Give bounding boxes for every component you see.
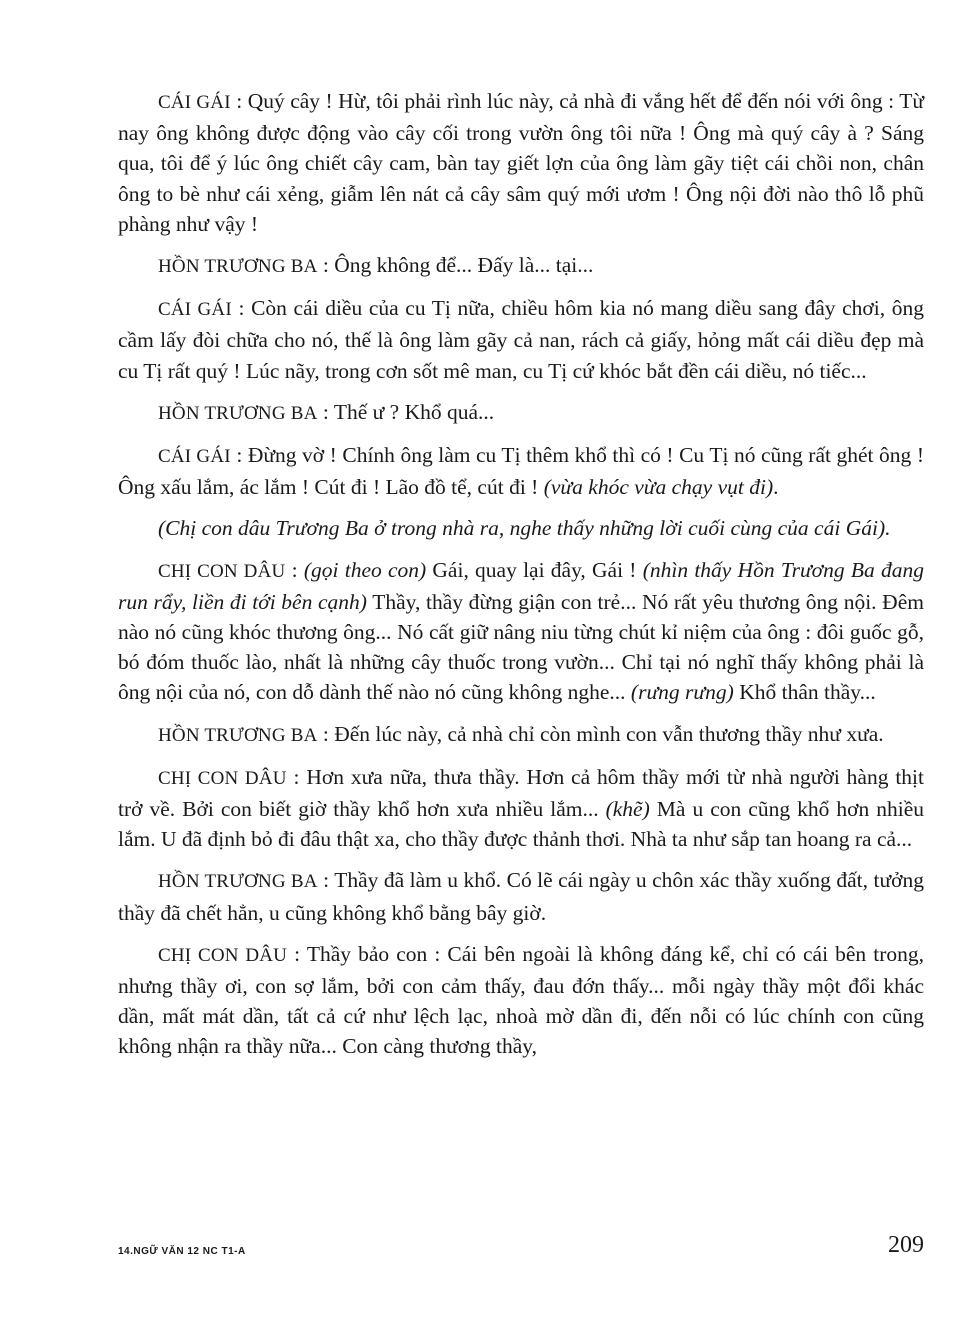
dialogue-paragraph-9 xyxy=(118,762,924,855)
dialogue-paragraph-1 xyxy=(118,86,924,239)
stage-direction: (vừa khóc vừa chạy vụt đi) xyxy=(543,475,774,500)
dialogue-paragraph-4 xyxy=(118,397,924,429)
dialogue-paragraph-2 xyxy=(118,250,924,282)
dialogue-paragraph-10 xyxy=(118,865,924,927)
dialogue-paragraph-8 xyxy=(118,719,924,751)
dialogue-text: : Thầy đã làm u khổ. Có lẽ cái ngày u chôn xác thầy xuống đất, tưởng thầy đã chết hẳn, u cũng không khổ bằng bây giờ. xyxy=(118,868,924,925)
stage-direction: (rưng rưng) xyxy=(630,680,734,705)
speaker-name: CÁI GÁI xyxy=(158,446,231,468)
speaker-name: CÁI GÁI xyxy=(158,92,231,113)
speaker-name: CHỊ CON DÂU xyxy=(158,944,288,966)
speaker-name: HỒN TRƯƠNG BA xyxy=(158,256,318,278)
dialogue-text: : Đến lúc này, cả nhà chỉ còn mình con vẫn thương thầy như xưa. xyxy=(317,721,884,746)
dialogue-text: . xyxy=(773,475,779,500)
speaker-name: CÁI GÁI xyxy=(158,299,232,321)
footer-book-label: 14.NGỮ VĂN 12 NC T1-A xyxy=(118,1246,246,1257)
page-body xyxy=(118,86,924,1073)
speaker-name: CHỊ CON DÂU xyxy=(158,560,286,582)
stage-direction: (gọi theo con) xyxy=(303,557,427,582)
dialogue-text: : Đừng vờ ! Chính ông làm cu Tị thêm khổ thì có ! Cu Tị nó cũng rất ghét ông ! Ông xấu lắm, ác lắm ! Cút đi ! Lão đồ tể, cút đi ! xyxy=(118,443,924,500)
stage-direction: (nhìn thấy Hồn Trương Ba đang run rẩy, liền đi tới bên cạnh) xyxy=(118,557,924,614)
dialogue-text: : Ông không để... Đấy là... tại... xyxy=(317,253,594,278)
dialogue-text: : Hơn xưa nữa, thưa thầy. Hơn cả hôm thầy mới từ nhà người hàng thịt trở về. Bởi con biết giờ thầy khổ hơn xưa nhiều lắm... xyxy=(118,764,924,822)
dialogue-paragraph-3 xyxy=(118,293,924,386)
dialogue-text: : xyxy=(285,557,304,582)
stage-direction-paragraph xyxy=(118,513,924,543)
speaker-name: HỒN TRƯƠNG BA xyxy=(158,402,318,424)
dialogue-text: Thầy, thầy đừng giận con trẻ... Nó rất yêu thương ông nội. Đêm nào nó cũng khóc thương ông... Nó cất giữ nâng niu từng chút kỉ niệm của ông : đôi guốc gỗ, bó đóm thuốc lào, nhất là những cây thuốc trong vườn... Chỉ tại nó nghĩ thấy không phải là ông nội của nó, con dỗ dành thế nào nó cũng không nghe... xyxy=(118,589,924,705)
dialogue-text: : Thế ư ? Khổ quá... xyxy=(317,399,495,424)
dialogue-text: Gái, quay lại đây, Gái ! xyxy=(426,557,643,582)
dialogue-text: : Quý cây ! Hừ, tôi phải rình lúc này, cả nhà đi vắng hết để đến nói với ông : Từ nay ông không được động vào cây cối trong vườn ông tôi nữa ! Ông mà quý cây à ? Sáng qua, tôi để ý lúc ông chiết cây cam, bàn tay giết lợn của ông làm gãy tiệt cái chồi non, chân ông to bè như cái xẻng, giẫm lên nát cả cây sâm quý mới ươm ! Ông nội đời nào thô lỗ phũ phàng như vậy ! xyxy=(118,89,924,236)
speaker-name: HỒN TRƯƠNG BA xyxy=(158,724,318,746)
dialogue-text: : Còn cái diều của cu Tị nữa, chiều hôm kia nó mang diều sang đây chơi, ông cầm lấy đòi chữa cho nó, thế là ông làm gãy cả nan, rách cả giấy, hỏng mất cái diều đẹp mà cu Tị rất quý ! Lúc nãy, trong cơn sốt mê man, cu Tị cứ khóc bắt đền cái diều, nó tiếc... xyxy=(118,296,924,383)
stage-direction: (khẽ) xyxy=(605,797,650,822)
dialogue-paragraph-7 xyxy=(118,555,924,708)
stage-direction-text: (Chị con dâu Trương Ba ở trong nhà ra, nghe thấy những lời cuối cùng của cái Gái). xyxy=(158,516,891,541)
speaker-name: HỒN TRƯƠNG BA xyxy=(158,871,318,893)
dialogue-text: : Thầy bảo con : Cái bên ngoài là không đáng kể, chỉ có cái bên trong, nhưng thầy ơi, con sợ lắm, bởi con cảm thấy, đau đớn thấy... mỗi ngày thầy một đổi khác dần, mất mát dần, tất cả cứ như lệch lạc, nhoà mờ dần đi, đến nỗi có lúc chính con cũng không nhận ra thầy nữa... Con càng thương thầy, xyxy=(118,941,924,1059)
dialogue-text: Mà u con cũng khổ hơn nhiều lắm. U đã định bỏ đi đâu thật xa, cho thầy được thảnh thơi. Nhà ta như sắp tan hoang ra cả... xyxy=(118,797,924,852)
page-number: 209 xyxy=(888,1232,924,1258)
dialogue-text: Khổ thân thầy... xyxy=(733,680,876,705)
speaker-name: CHỊ CON DÂU xyxy=(158,767,287,789)
dialogue-paragraph-11 xyxy=(118,939,924,1062)
dialogue-paragraph-5 xyxy=(118,440,924,502)
